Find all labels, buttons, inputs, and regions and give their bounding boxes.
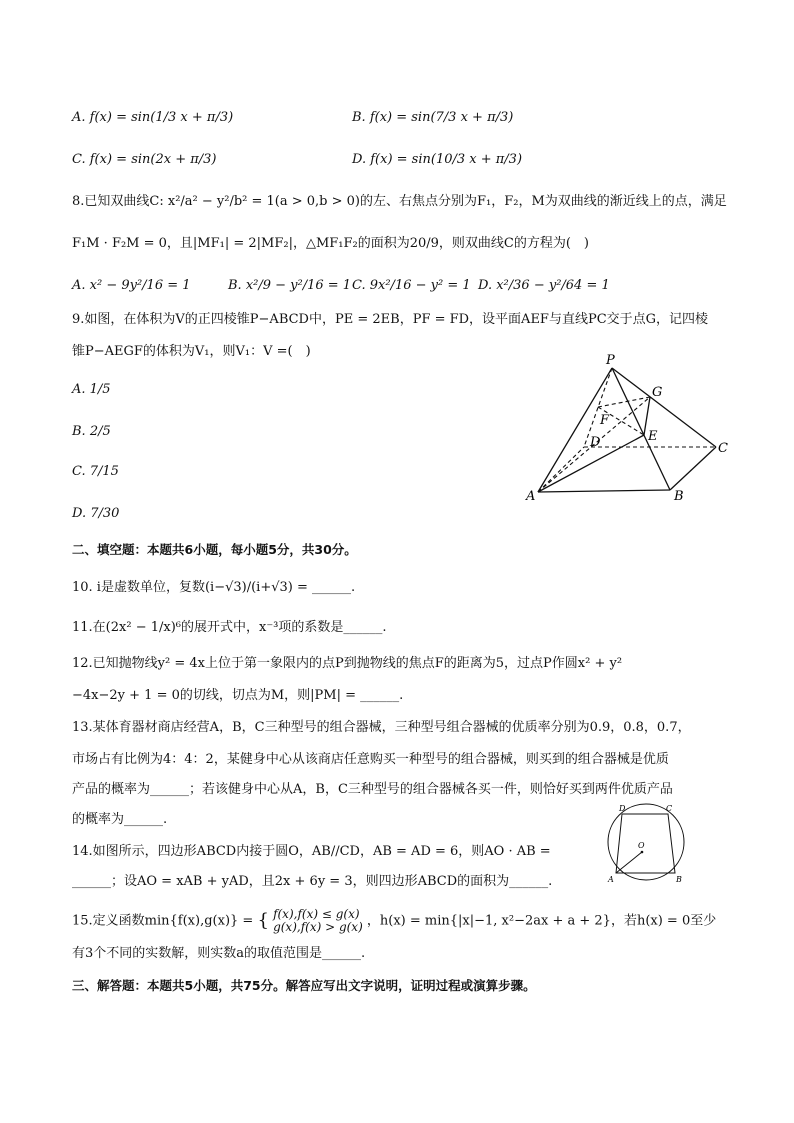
q8-option-d: D. x²/36 − y²/64 = 1 <box>478 278 610 293</box>
q13-stem-line1: 13.某体育器材商店经营A，B，C三种型号的组合器械，三种型号组合器械的优质率分别为0.9，0.8，0.7， <box>72 720 691 735</box>
q9-option-d: D. 7/30 <box>72 506 120 521</box>
q13-stem-line2: 市场占有比例为4：4：2，某健身中心从该商店任意购买一种型号的组合器械，则买到的组合器械是优质 <box>72 752 669 767</box>
q12-stem-line1: 12.已知抛物线y² = 4x上位于第一象限内的点P到抛物线的焦点F的距离为5，过点P作圆x² + y² <box>72 656 623 671</box>
q8-option-c: C. 9x²/16 − y² = 1 <box>352 278 471 293</box>
label-C: C <box>666 804 673 813</box>
q14-stem-line2: ______；设AO = xAB + yAD，且2x + 6y = 3，则四边形ABCD的面积为______. <box>72 874 553 889</box>
vector-AO <box>616 852 642 873</box>
q8-stem-line1: 8.已知双曲线C: x²/a² − y²/b² = 1(a > 0,b > 0)的左、右焦点分别为F₁，F₂，M为双曲线的渐近线上的点，满足 <box>72 194 727 209</box>
q15-suffix: ，h(x) = min{|x|−1, x²−2ax + a + 2}，若h(x) = 0至少 <box>366 913 717 929</box>
q9-stem-line1: 9.如图，在体积为V的正四棱锥P−ABCD中，PE = 2EB，PF = FD，设平面AEF与直线PC交于点G，记四棱 <box>72 312 709 327</box>
q9-stem-line2: 锥P−AEGF的体积为V₁，则V₁：V =( ) <box>72 344 311 359</box>
q15-stem-line2: 有3个不同的实数解，则实数a的取值范围是______. <box>72 946 366 961</box>
q8-option-a: A. x² − 9y²/16 = 1 <box>72 278 191 293</box>
label-O: O <box>638 841 645 850</box>
q7-option-a: A. f(x) = sin(1/3 x + π/3) <box>72 110 234 125</box>
q15-brace: { <box>257 910 269 931</box>
label-F: F <box>600 413 610 428</box>
label-D: D <box>619 804 626 813</box>
label-E: E <box>648 429 658 444</box>
q13-stem-line4: 的概率为______. <box>72 812 168 827</box>
q10-stem: 10. i是虚数单位，复数(i−√3)/(i+√3) = ______. <box>72 580 356 595</box>
edge-PA <box>538 368 612 492</box>
label-C: C <box>718 441 728 456</box>
edge-BC <box>670 447 716 490</box>
label-B: B <box>674 489 684 504</box>
edge-PC <box>612 368 716 447</box>
q7-option-d: D. f(x) = sin(10/3 x + π/3) <box>352 152 523 167</box>
label-A: A <box>608 875 614 884</box>
q15-case-2: g(x),f(x) > g(x) <box>273 920 363 934</box>
label-D: D <box>590 435 601 450</box>
section-2-heading: 二、填空题：本题共6小题，每小题5分，共30分。 <box>72 542 357 557</box>
section-3-heading: 三、解答题：本题共5小题，共75分。解答应写出文字说明，证明过程或演算步骤。 <box>72 978 536 993</box>
q8-option-b: B. x²/9 − y²/16 = 1 <box>228 278 352 293</box>
label-G: G <box>652 385 663 400</box>
line-FG-hidden <box>598 397 650 407</box>
q15-prefix: 15.定义函数min{f(x),g(x)} = <box>72 913 254 929</box>
q9-pyramid-figure <box>520 350 740 510</box>
q7-option-c: C. f(x) = sin(2x + π/3) <box>72 152 217 167</box>
q14-circle-figure <box>600 800 700 890</box>
q9-option-c: C. 7/15 <box>72 464 119 479</box>
edge-AB <box>538 490 670 492</box>
q8-stem-line2: F₁M · F₂M = 0，且|MF₁| = 2|MF₂|，△MF₁F₂的面积为20/9，则双曲线C的方程为( ) <box>72 236 589 251</box>
q14-stem-line1: 14.如图所示，四边形ABCD内接于圆O，AB//CD，AB = AD = 6，则AO · AB = <box>72 844 551 859</box>
label-P: P <box>606 353 615 368</box>
quadrilateral-ABCD <box>616 814 675 873</box>
q15-stem-line1 <box>72 908 716 934</box>
q11-stem: 11.在(2x² − 1/x)⁶的展开式中，x⁻³项的系数是______. <box>72 620 387 635</box>
q12-stem-line2: −4x−2y + 1 = 0的切线，切点为M，则|PM| = ______. <box>72 688 404 703</box>
q7-option-b: B. f(x) = sin(7/3 x + π/3) <box>352 110 514 125</box>
q13-stem-line3: 产品的概率为______；若该健身中心从A，B，C三种型号的组合器械各买一件，则恰好买到两件优质产品 <box>72 782 673 797</box>
q9-option-a: A. 1/5 <box>72 382 111 397</box>
q9-option-b: B. 2/5 <box>72 424 111 439</box>
label-B: B <box>676 875 682 884</box>
label-A: A <box>526 489 536 504</box>
q15-case-1: f(x),f(x) ≤ g(x) <box>273 907 360 921</box>
q15-piecewise <box>273 908 363 934</box>
center-O-point <box>641 851 644 854</box>
